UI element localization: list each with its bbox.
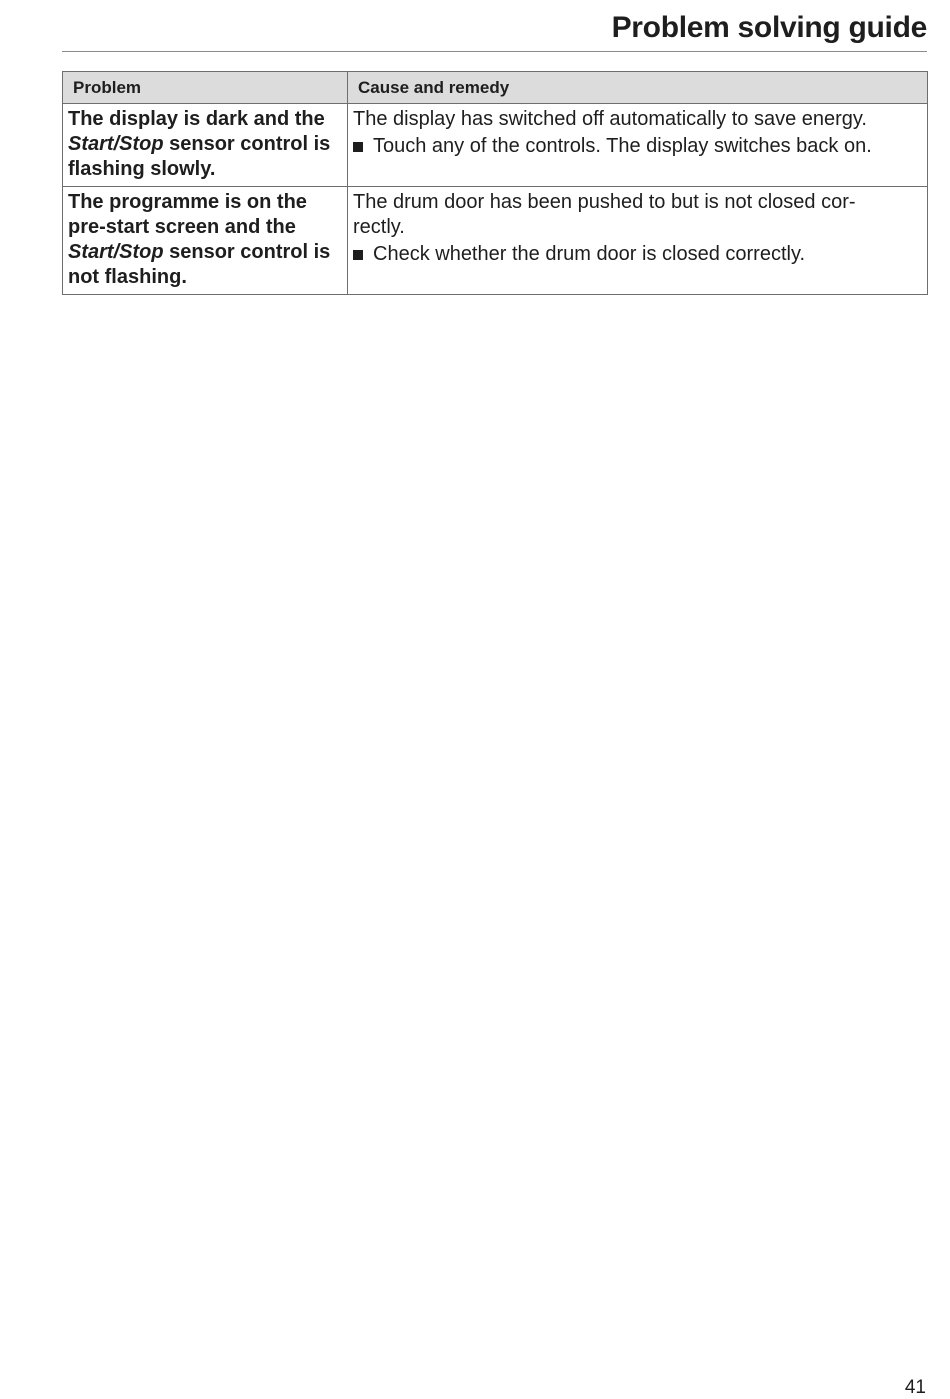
problem-text-cont: sensor control is flashing slowly. [68,133,331,180]
page-title: Problem solving guide [611,11,927,44]
cause-text-cont: rectly. [353,216,405,238]
remedy-text: Touch any of the controls. The display switches back on. [373,135,872,157]
start-stop-label: Start/Stop [68,241,164,263]
problem-table [62,71,928,295]
table-header-row [63,72,928,104]
problem-cell [63,187,348,295]
table-row [63,104,928,187]
bullet-square-icon [353,142,363,152]
cause-text: The display has switched off automatically to save energy. [353,108,867,130]
column-header-cause-remedy: Cause and remedy [348,72,928,104]
cause-text: The drum door has been pushed to but is not closed cor- [353,191,856,213]
remedy-item [353,242,923,267]
problem-text: The display is dark and the [68,108,325,130]
remedy-text: Check whether the drum door is closed correctly. [373,243,806,265]
problem-cell [63,104,348,187]
page-header [62,0,927,52]
table-row [63,187,928,295]
problem-text: The programme is on the pre-start screen and the [68,191,307,238]
problem-text-cont: sensor control is not flashing. [68,241,331,288]
cause-remedy-cell [348,104,928,187]
page-number: 41 [904,1377,926,1398]
remedy-item [353,134,923,159]
start-stop-label: Start/Stop [68,133,164,155]
column-header-problem: Problem [63,72,348,104]
cause-remedy-cell [348,187,928,295]
bullet-square-icon [353,250,363,260]
